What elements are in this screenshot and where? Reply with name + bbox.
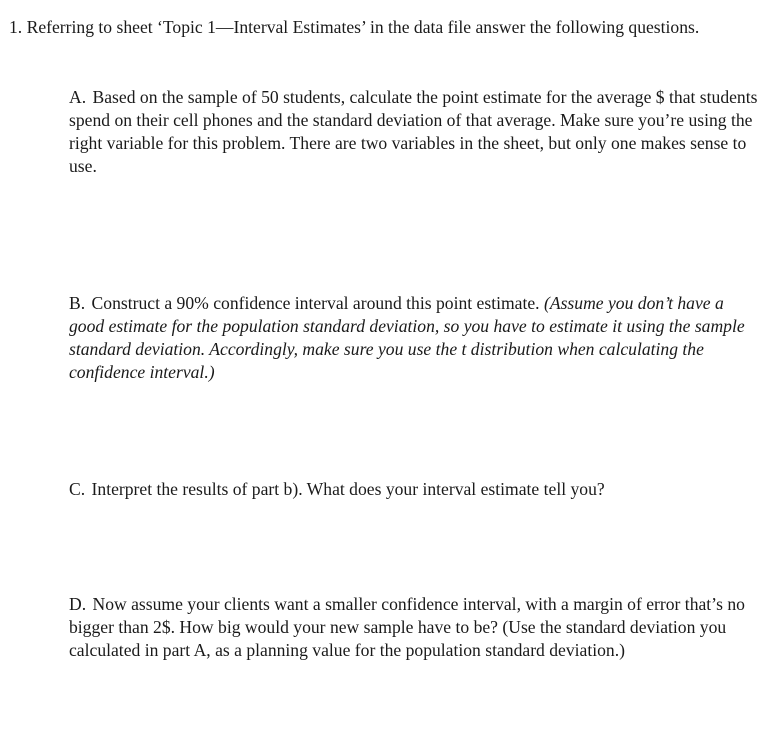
part-d [69, 593, 759, 662]
part-a-text: Based on the sample of 50 students, calculate the point estimate for the average $ that students spend on their cell phones and the standard deviation of that average. Make sure you’re using the right variable for this problem. There are two variables in the sheet, but only one makes sense to use. [69, 87, 758, 176]
part-c [69, 478, 759, 501]
part-d-text: Now assume your clients want a smaller confidence interval, with a margin of error that’s no bigger than 2$. How big would your new sample have to be? (Use the standard deviation you calculated in part A, as a planning value for the population standard deviation.) [69, 594, 745, 660]
part-a-letter: A. [69, 87, 87, 107]
part-c-text: Interpret the results of part b). What does your interval estimate tell you? [87, 479, 605, 499]
question-1-text: 1. Referring to sheet ‘Topic 1—Interval Estimates’ in the data file answer the following questions. [9, 17, 700, 37]
part-c-letter: C. [69, 479, 86, 499]
part-d-letter: D. [69, 594, 87, 614]
part-b-text: Construct a 90% confidence interval around this point estimate. [87, 293, 544, 313]
part-a [69, 86, 759, 178]
part-b-italic-note: (Assume you don’t have a good estimate for the population standard deviation, so you have to estimate it using the sample standard deviation. Accordingly, make sure you use the t distribution when calculating the confidence interval.) [69, 293, 745, 382]
part-b [69, 292, 759, 384]
part-b-letter: B. [69, 293, 86, 313]
